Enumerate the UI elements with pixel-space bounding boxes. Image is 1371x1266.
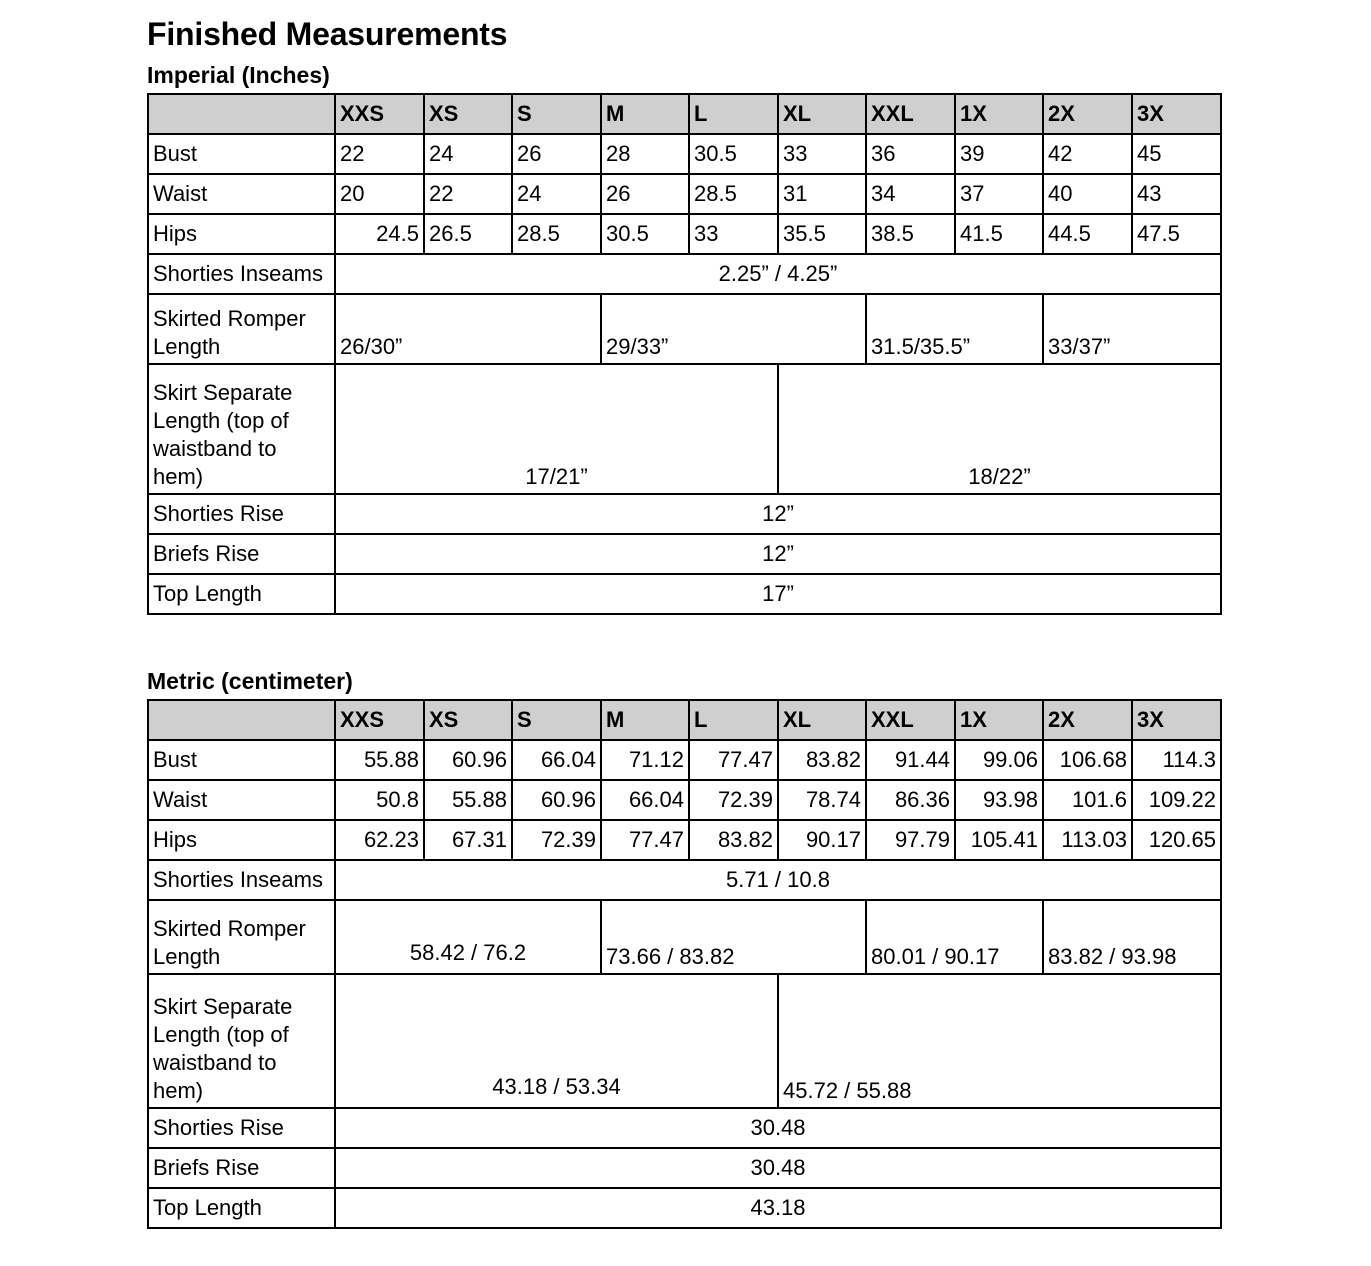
imperial-table <box>147 93 1222 615</box>
skirted-romper-length-row <box>148 900 1221 974</box>
value-cell: 26 <box>601 174 689 214</box>
size-header: M <box>601 94 689 134</box>
value-cell: 38.5 <box>866 214 955 254</box>
value-cell: 99.06 <box>955 740 1043 780</box>
value-cell: 66.04 <box>512 740 601 780</box>
hips-row <box>148 214 1221 254</box>
value-cell: 105.41 <box>955 820 1043 860</box>
value-cell: 24.5 <box>335 214 424 254</box>
value-cell: 106.68 <box>1043 740 1132 780</box>
value-cell: 93.98 <box>955 780 1043 820</box>
row-label: Waist <box>148 174 335 214</box>
value-cell: 41.5 <box>955 214 1043 254</box>
value-cell: 26.5 <box>424 214 512 254</box>
value-cell: 24 <box>512 174 601 214</box>
value-cell: 40 <box>1043 174 1132 214</box>
bust-row <box>148 134 1221 174</box>
value-cell: 43.18 / 53.34 <box>335 974 778 1108</box>
briefs-rise-row <box>148 1148 1221 1188</box>
size-header: L <box>689 700 778 740</box>
value-cell: 77.47 <box>689 740 778 780</box>
value-cell: 50.8 <box>335 780 424 820</box>
value-cell: 24 <box>424 134 512 174</box>
value-cell: 12” <box>335 494 1221 534</box>
value-cell: 43 <box>1132 174 1221 214</box>
briefs-rise-row <box>148 534 1221 574</box>
value-cell: 33 <box>689 214 778 254</box>
size-header: S <box>512 94 601 134</box>
value-cell: 55.88 <box>335 740 424 780</box>
value-cell: 30.48 <box>335 1148 1221 1188</box>
skirt-separate-length-row <box>148 974 1221 1108</box>
value-cell: 20 <box>335 174 424 214</box>
value-cell: 2.25” / 4.25” <box>335 254 1221 294</box>
header-row <box>148 700 1221 740</box>
row-label: Skirted Romper Length <box>148 900 335 974</box>
value-cell: 113.03 <box>1043 820 1132 860</box>
value-cell: 28.5 <box>689 174 778 214</box>
size-header: XL <box>778 700 866 740</box>
value-cell: 39 <box>955 134 1043 174</box>
metric-table <box>147 699 1222 1229</box>
size-header: 1X <box>955 700 1043 740</box>
size-header: 3X <box>1132 94 1221 134</box>
value-cell: 18/22” <box>778 364 1221 494</box>
size-header: XL <box>778 94 866 134</box>
value-cell: 34 <box>866 174 955 214</box>
bust-row <box>148 740 1221 780</box>
value-cell: 72.39 <box>512 820 601 860</box>
value-cell: 42 <box>1043 134 1132 174</box>
waist-row <box>148 780 1221 820</box>
row-label: Shorties Rise <box>148 1108 335 1148</box>
imperial-heading: Imperial (Inches) <box>147 62 330 88</box>
size-header: XXS <box>335 700 424 740</box>
row-label: Shorties Inseams <box>148 860 335 900</box>
size-header: XXL <box>866 94 955 134</box>
row-label: Skirt Separate Length (top of waistband to hem) <box>148 364 335 494</box>
value-cell: 55.88 <box>424 780 512 820</box>
value-cell: 90.17 <box>778 820 866 860</box>
value-cell: 109.22 <box>1132 780 1221 820</box>
row-label: Bust <box>148 134 335 174</box>
value-cell: 30.5 <box>601 214 689 254</box>
value-cell: 78.74 <box>778 780 866 820</box>
header-row <box>148 94 1221 134</box>
size-header: 2X <box>1043 94 1132 134</box>
size-header: XS <box>424 700 512 740</box>
value-cell: 28.5 <box>512 214 601 254</box>
top-length-row <box>148 574 1221 614</box>
row-label: Shorties Inseams <box>148 254 335 294</box>
value-cell: 77.47 <box>601 820 689 860</box>
row-label: Hips <box>148 820 335 860</box>
row-label: Skirt Separate Length (top of waistband to hem) <box>148 974 335 1108</box>
size-header: L <box>689 94 778 134</box>
value-cell: 120.65 <box>1132 820 1221 860</box>
row-label: Top Length <box>148 1188 335 1228</box>
value-cell: 86.36 <box>866 780 955 820</box>
size-header: XXS <box>335 94 424 134</box>
size-header: 3X <box>1132 700 1221 740</box>
value-cell: 33/37” <box>1043 294 1221 364</box>
hips-row <box>148 820 1221 860</box>
value-cell: 83.82 / 93.98 <box>1043 900 1221 974</box>
value-cell: 22 <box>335 134 424 174</box>
size-header: XS <box>424 94 512 134</box>
value-cell: 28 <box>601 134 689 174</box>
value-cell: 45 <box>1132 134 1221 174</box>
row-label: Hips <box>148 214 335 254</box>
page-title: Finished Measurements <box>147 16 508 52</box>
value-cell: 97.79 <box>866 820 955 860</box>
waist-row <box>148 174 1221 214</box>
value-cell: 45.72 / 55.88 <box>778 974 1221 1108</box>
value-cell: 33 <box>778 134 866 174</box>
value-cell: 31 <box>778 174 866 214</box>
value-cell: 67.31 <box>424 820 512 860</box>
value-cell: 12” <box>335 534 1221 574</box>
value-cell: 26/30” <box>335 294 601 364</box>
value-cell: 37 <box>955 174 1043 214</box>
size-header: XXL <box>866 700 955 740</box>
shorties-inseams-row <box>148 254 1221 294</box>
value-cell: 83.82 <box>689 820 778 860</box>
value-cell: 29/33” <box>601 294 866 364</box>
row-label: Waist <box>148 780 335 820</box>
size-header: 1X <box>955 94 1043 134</box>
size-header: 2X <box>1043 700 1132 740</box>
corner-cell <box>148 94 335 134</box>
row-label: Skirted Romper Length <box>148 294 335 364</box>
value-cell: 66.04 <box>601 780 689 820</box>
row-label: Briefs Rise <box>148 534 335 574</box>
value-cell: 71.12 <box>601 740 689 780</box>
row-label: Top Length <box>148 574 335 614</box>
value-cell: 5.71 / 10.8 <box>335 860 1221 900</box>
value-cell: 80.01 / 90.17 <box>866 900 1043 974</box>
value-cell: 91.44 <box>866 740 955 780</box>
shorties-rise-row <box>148 1108 1221 1148</box>
value-cell: 43.18 <box>335 1188 1221 1228</box>
row-label: Shorties Rise <box>148 494 335 534</box>
value-cell: 58.42 / 76.2 <box>335 900 601 974</box>
value-cell: 44.5 <box>1043 214 1132 254</box>
value-cell: 30.5 <box>689 134 778 174</box>
size-header: S <box>512 700 601 740</box>
size-header: M <box>601 700 689 740</box>
value-cell: 73.66 / 83.82 <box>601 900 866 974</box>
value-cell: 62.23 <box>335 820 424 860</box>
value-cell: 83.82 <box>778 740 866 780</box>
value-cell: 26 <box>512 134 601 174</box>
value-cell: 72.39 <box>689 780 778 820</box>
shorties-inseams-row <box>148 860 1221 900</box>
value-cell: 17” <box>335 574 1221 614</box>
value-cell: 36 <box>866 134 955 174</box>
value-cell: 35.5 <box>778 214 866 254</box>
value-cell: 101.6 <box>1043 780 1132 820</box>
corner-cell <box>148 700 335 740</box>
top-length-row <box>148 1188 1221 1228</box>
row-label: Briefs Rise <box>148 1148 335 1188</box>
value-cell: 31.5/35.5” <box>866 294 1043 364</box>
value-cell: 114.3 <box>1132 740 1221 780</box>
metric-heading: Metric (centimeter) <box>147 668 353 694</box>
row-label: Bust <box>148 740 335 780</box>
value-cell: 60.96 <box>424 740 512 780</box>
skirted-romper-length-row <box>148 294 1221 364</box>
value-cell: 60.96 <box>512 780 601 820</box>
shorties-rise-row <box>148 494 1221 534</box>
value-cell: 17/21” <box>335 364 778 494</box>
value-cell: 30.48 <box>335 1108 1221 1148</box>
skirt-separate-length-row <box>148 364 1221 494</box>
value-cell: 22 <box>424 174 512 214</box>
value-cell: 47.5 <box>1132 214 1221 254</box>
